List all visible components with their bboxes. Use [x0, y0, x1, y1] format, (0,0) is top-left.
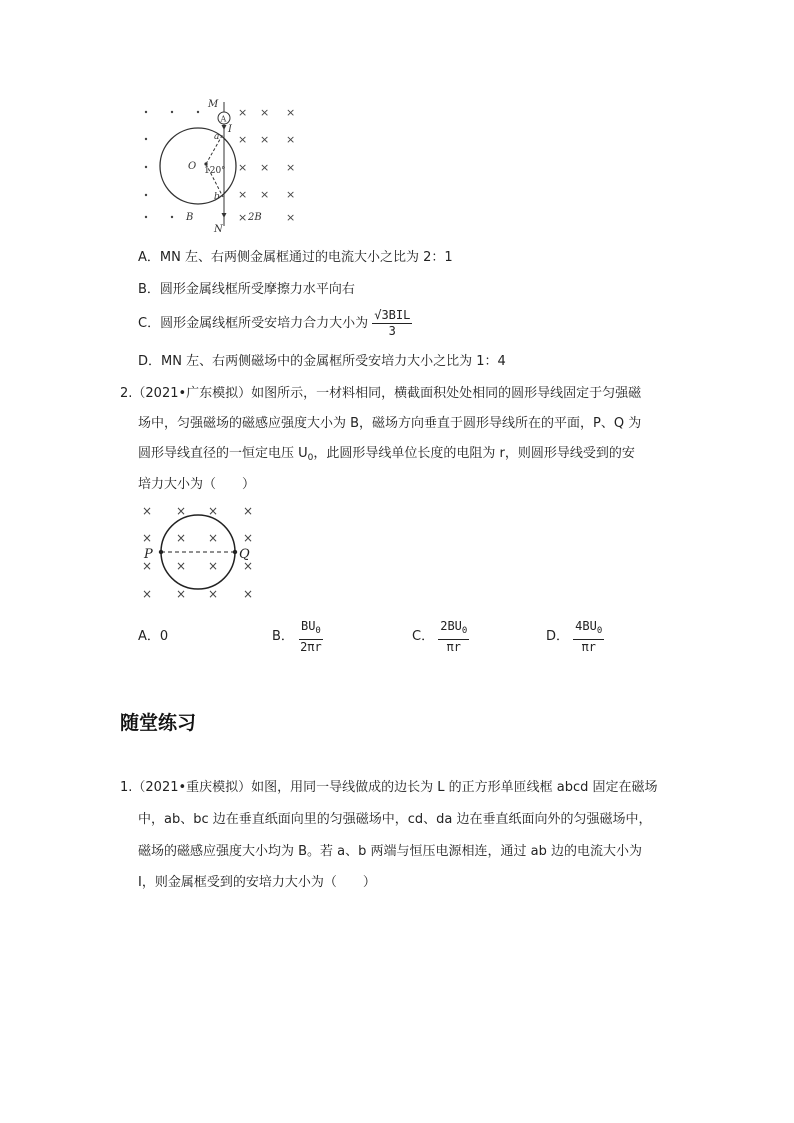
fraction-denominator: πr — [581, 639, 596, 654]
q2-option-b[interactable] — [272, 617, 324, 657]
svg-text:×: × — [286, 106, 296, 119]
q2-line-3b: ，此圆形导线单位长度的电阻为 r，则圆形导线受到的安 — [313, 446, 635, 461]
current-arrow-bottom — [222, 213, 227, 218]
practice-q1-line-4: I，则金属框受到的安培力大小为（ ） — [138, 875, 376, 890]
svg-text:×: × — [176, 587, 187, 601]
fraction-denominator: 3 — [388, 324, 396, 338]
q2-line-3a: 圆形导线直径的一恒定电压 U — [138, 446, 308, 461]
practice-q1-line-3: 磁场的磁感应强度大小均为 B。若 a、b 两端与恒压电源相连，通过 ab 边的电流大小为 — [138, 844, 643, 859]
practice-q1-line-1: 1.（2021•重庆模拟）如图，用同一导线做成的边长为 L 的正方形单匝线框 abcd 固定在磁场 — [120, 780, 658, 795]
figure-circle-in-split-field — [138, 94, 308, 234]
q2-option-d[interactable] — [546, 617, 604, 657]
q2-option-c-label: C． — [412, 629, 435, 644]
svg-text:×: × — [176, 559, 187, 573]
svg-text:×: × — [208, 587, 219, 601]
svg-text:×: × — [142, 559, 153, 573]
figure-circle-pq — [138, 502, 262, 606]
q2-option-d-label: D． — [546, 629, 570, 644]
label-q: Q — [239, 547, 250, 562]
fraction-numerator — [299, 619, 323, 640]
label-o: O — [188, 161, 197, 172]
q2-option-d-fraction — [573, 619, 604, 655]
q2-line-3 — [138, 445, 635, 467]
svg-text:×: × — [286, 211, 296, 224]
svg-text:×: × — [260, 188, 270, 201]
svg-text:×: × — [243, 531, 254, 545]
q2-option-c[interactable] — [412, 617, 469, 657]
q1-option-c-text: C．圆形金属线框所受安培力合力大小为 — [138, 316, 369, 331]
label-p: P — [144, 547, 153, 562]
point-p — [159, 550, 163, 554]
fraction-numerator-text: 4BU — [575, 618, 597, 633]
svg-text:×: × — [243, 587, 254, 601]
label-field-2b: 2B — [248, 212, 262, 223]
q2-line-1: 2.（2021•广东模拟）如图所示，一材料相同，横截面积处处相同的圆形导线固定于匀强磁 — [120, 386, 642, 401]
fraction-denominator: πr — [446, 639, 461, 654]
fraction-denominator: 2πr — [300, 639, 322, 654]
svg-text:×: × — [176, 531, 187, 545]
svg-text:×: × — [176, 504, 187, 518]
svg-text:×: × — [208, 504, 219, 518]
q2-option-c-fraction — [438, 619, 469, 655]
svg-text:×: × — [142, 504, 153, 518]
svg-text:×: × — [208, 559, 219, 573]
svg-text:×: × — [286, 133, 296, 146]
label-a: a — [214, 132, 220, 142]
ammeter-label: A — [220, 114, 227, 124]
q2-option-a[interactable]: A．0 — [138, 629, 169, 644]
svg-text:×: × — [286, 161, 296, 174]
label-m: M — [208, 99, 219, 110]
fraction-numerator: √3BIL — [374, 308, 411, 322]
svg-text:×: × — [238, 106, 248, 119]
fraction-numerator-sub: 0 — [596, 625, 603, 636]
q2-option-b-label: B． — [272, 629, 294, 644]
svg-text:×: × — [238, 133, 248, 146]
section-heading: 随堂练习 — [120, 712, 197, 734]
label-b: b — [214, 192, 220, 202]
q2-line-4: 培力大小为（ ） — [138, 477, 256, 492]
q2-line-3-sub: 0 — [307, 453, 314, 463]
q2-option-b-fraction — [298, 619, 324, 655]
svg-text:×: × — [260, 161, 270, 174]
fraction-numerator-text: BU — [300, 618, 316, 633]
current-arrow-top — [222, 125, 227, 130]
svg-text:×: × — [238, 211, 248, 224]
practice-q1-line-2: 中，ab、bc 边在垂直纸面向里的匀强磁场中，cd、da 边在垂直纸面向外的匀强磁场中， — [138, 812, 652, 827]
fraction-numerator-sub: 0 — [315, 625, 321, 636]
svg-text:×: × — [243, 559, 254, 573]
svg-text:×: × — [260, 106, 270, 119]
point-q — [233, 550, 237, 554]
svg-text:×: × — [243, 504, 254, 518]
svg-text:×: × — [142, 587, 153, 601]
q2-line-2: 场中，匀强磁场的磁感应强度大小为 B，磁场方向垂直于圆形导线所在的平面，P、Q 为 — [138, 416, 642, 431]
q1-option-c[interactable] — [138, 306, 412, 342]
fraction-numerator — [438, 619, 469, 640]
svg-text:×: × — [286, 188, 296, 201]
label-angle: 120° — [204, 166, 226, 176]
svg-text:×: × — [260, 133, 270, 146]
q1-option-d[interactable]: D．MN 左、右两侧磁场中的金属框所受安培力大小之比为 1：4 — [138, 354, 506, 369]
label-i: I — [228, 124, 232, 135]
q1-option-b[interactable]: B．圆形金属线框所受摩擦力水平向右 — [138, 282, 355, 297]
fraction-numerator-sub: 0 — [461, 625, 468, 636]
svg-text:×: × — [238, 161, 248, 174]
fraction-numerator-text: 2BU — [440, 618, 462, 633]
q1-option-c-fraction — [372, 308, 412, 339]
label-n: N — [214, 224, 223, 234]
cross-field-markers — [238, 106, 295, 224]
q1-option-a[interactable]: A．MN 左、右两侧金属框通过的电流大小之比为 2：1 — [138, 250, 453, 265]
svg-text:×: × — [208, 531, 219, 545]
svg-text:×: × — [238, 188, 248, 201]
svg-text:×: × — [142, 531, 153, 545]
label-field-b: B — [186, 212, 194, 223]
fraction-numerator — [573, 619, 604, 640]
